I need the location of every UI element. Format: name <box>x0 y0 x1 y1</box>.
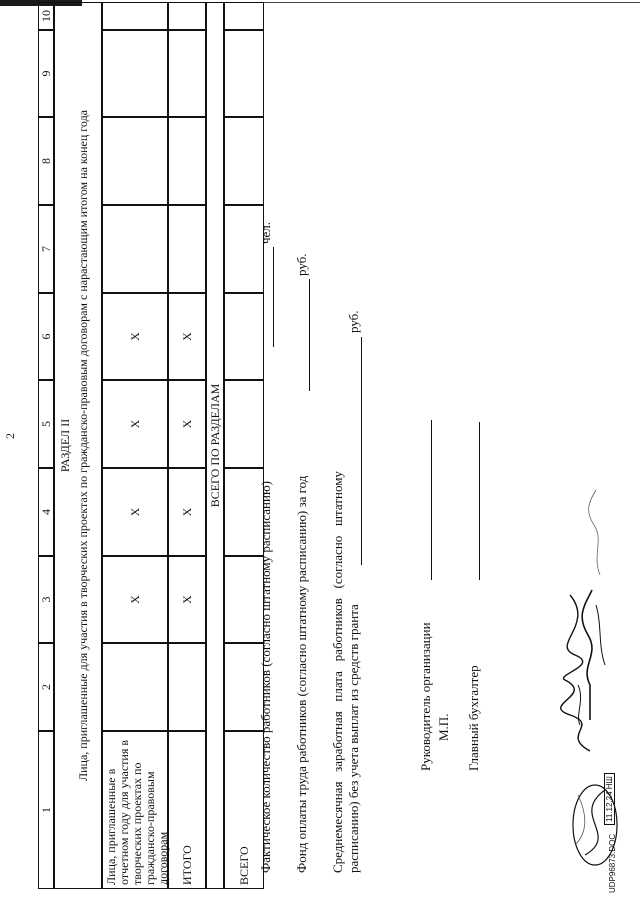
section-title: РАЗДЕЛ II <box>58 418 72 473</box>
employees-count-field[interactable] <box>260 247 274 347</box>
table-cell: Х <box>102 468 168 556</box>
col-num-3: 3 <box>38 556 54 643</box>
table-cell <box>168 205 206 293</box>
payroll-fund-field[interactable] <box>296 279 310 391</box>
table-cell <box>224 380 264 468</box>
avg-salary-label-line1: Среднемесячная заработная плата работников (согласно штатному <box>330 471 345 873</box>
table-cell <box>168 30 206 117</box>
table-cell <box>102 117 168 205</box>
section-header <box>54 2 102 889</box>
table-cell <box>102 205 168 293</box>
stamp-label: М.П. <box>436 713 451 741</box>
payroll-fund-unit: руб. <box>294 253 309 276</box>
footer-code: UDP96873.DOC <box>608 833 617 893</box>
total-by-sections-row: ВСЕГО ПО РАЗДЕЛАМ <box>206 2 224 889</box>
col-num-2: 2 <box>38 643 54 731</box>
row-invited-label: Лица, приглашенные в отчетном году для участия в творческих проектах по гражданско-правовым договорам <box>102 731 168 889</box>
table-cell <box>224 2 264 30</box>
seal-stroke-signature <box>560 775 630 885</box>
table-cell <box>168 2 206 30</box>
avg-salary-unit: руб. <box>346 310 361 333</box>
table-cell: Х <box>102 556 168 643</box>
col-num-1: 1 <box>38 731 54 889</box>
col-num-10: 10 <box>38 2 54 30</box>
table-cell: Х <box>168 556 206 643</box>
footer-stamp: 11.12.24 НШ <box>604 773 615 825</box>
table-cell <box>224 293 264 380</box>
row-itogo-label: ИТОГО <box>168 731 206 889</box>
col-num-4: 4 <box>38 468 54 556</box>
table-cell: Х <box>102 293 168 380</box>
chief-accountant-label: Главный бухгалтер <box>466 665 481 771</box>
employees-count-label: Фактическое количество работников (согласно штатному расписанию) <box>258 481 273 873</box>
table-cell: Х <box>168 293 206 380</box>
avg-salary-field[interactable] <box>348 337 362 565</box>
table-cell <box>224 205 264 293</box>
table-cell: Х <box>102 380 168 468</box>
accountant-handwritten-signature <box>560 485 620 725</box>
col-num-5: 5 <box>38 380 54 468</box>
employees-count-unit: чел. <box>258 221 273 244</box>
col-num-6: 6 <box>38 293 54 380</box>
table-cell: Х <box>168 468 206 556</box>
table-cell <box>224 117 264 205</box>
section-subtitle: Лица, приглашенные для участия в творческих проектах по гражданско-правовым договорам с нарастающим итогом на конец года <box>76 109 90 782</box>
head-of-organization-label: Руководитель организации <box>418 622 433 771</box>
table-cell: Х <box>168 380 206 468</box>
table-cell <box>102 2 168 30</box>
col-num-9: 9 <box>38 30 54 117</box>
accountant-signature-line[interactable] <box>466 422 480 580</box>
table-cell <box>168 643 206 731</box>
page-number: 2 <box>3 433 17 439</box>
avg-salary-label-line2: расписанию) без учета выплат из средств гранта <box>346 604 361 873</box>
head-signature-line[interactable] <box>418 420 432 580</box>
payroll-fund-label: Фонд оплаты труда работников (согласно штатному расписанию) за год <box>294 475 309 873</box>
col-num-8: 8 <box>38 117 54 205</box>
table-cell <box>168 117 206 205</box>
table-cell <box>224 30 264 117</box>
table-cell <box>102 643 168 731</box>
col-num-7: 7 <box>38 205 54 293</box>
table-cell <box>102 30 168 117</box>
grand-total-label: ВСЕГО <box>224 731 264 889</box>
